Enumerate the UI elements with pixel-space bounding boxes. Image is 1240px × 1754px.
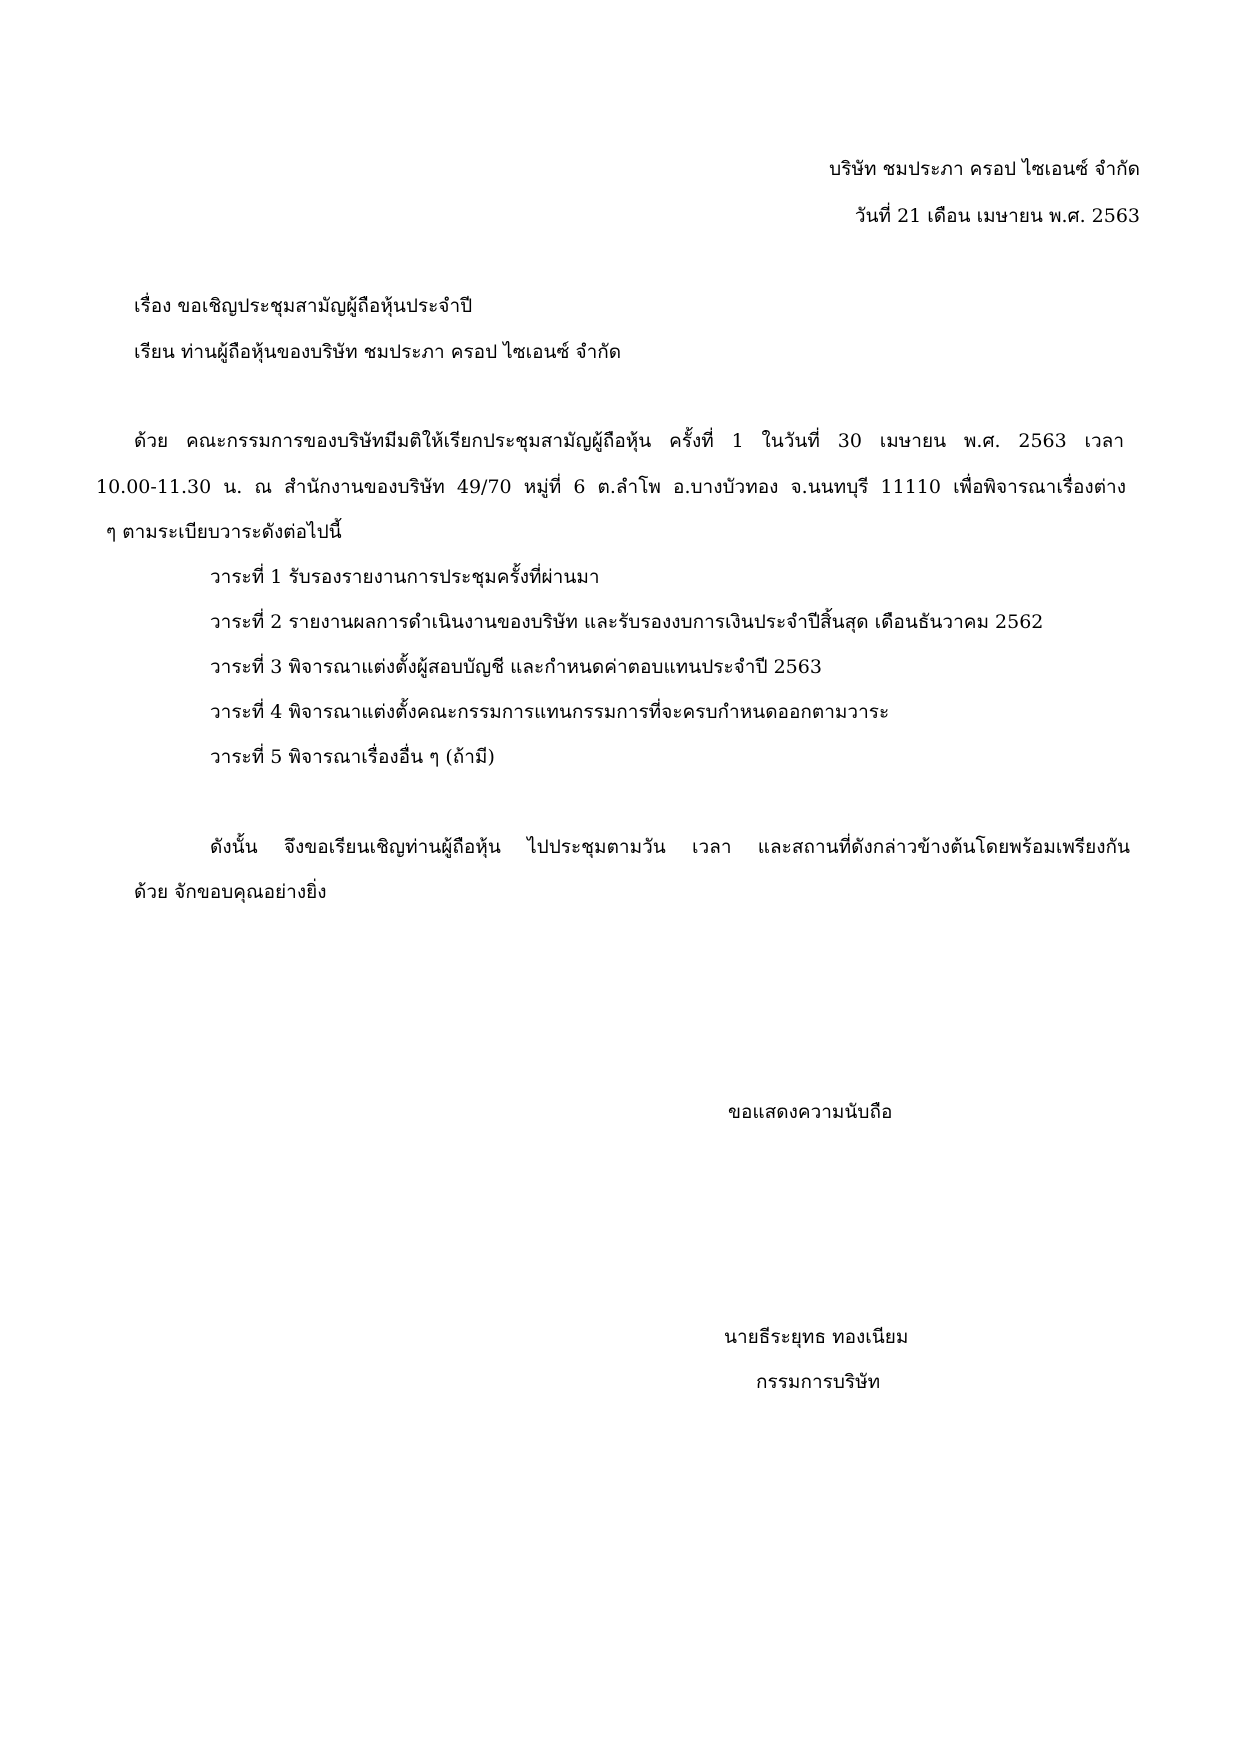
subject-line: เรื่อง ขอเชิญประชุมสามัญผู้ถือหุ้นประจำปี (134, 295, 473, 317)
closing-paragraph-line: ด้วย จักขอบคุณอย่างยิ่ง (134, 881, 327, 903)
signer-title: กรรมการบริษัท (756, 1371, 881, 1393)
regards-closing: ขอแสดงความนับถือ (728, 1101, 893, 1123)
agenda-item: วาระที่ 3 พิจารณาแต่งตั้งผู้สอบบัญชี และกำหนดค่าตอบแทนประจำปี 2563 (210, 656, 822, 678)
company-name: บริษัท ชมประภา ครอป ไซเอนซ์ จำกัด (829, 158, 1140, 180)
agenda-item: วาระที่ 1 รับรองรายงานการประชุมครั้งที่ผ่านมา (210, 566, 600, 588)
closing-paragraph-line: ดังนั้น จึงขอเรียนเชิญท่านผู้ถือหุ้น ไปประชุมตามวัน เวลา และสถานที่ดังกล่าวข้างต้นโดยพร้อมเพรียงกัน (210, 836, 1130, 858)
agenda-item: วาระที่ 4 พิจารณาแต่งตั้งคณะกรรมการแทนกรรมการที่จะครบกำหนดออกตามวาระ (210, 701, 890, 723)
body-paragraph-line: ด้วย คณะกรรมการของบริษัทมีมติให้เรียกประชุมสามัญผู้ถือหุ้น ครั้งที่ 1 ในวันที่ 30 เมษายน พ.ศ. 2563 เวลา (134, 430, 1124, 452)
letter-date: วันที่ 21 เดือน เมษายน พ.ศ. 2563 (854, 205, 1140, 227)
body-paragraph-line: ๆ ตามระเบียบวาระดังต่อไปนี้ (106, 521, 342, 543)
recipient-line: เรียน ท่านผู้ถือหุ้นของบริษัท ชมประภา ครอป ไซเอนซ์ จำกัด (134, 341, 622, 363)
body-paragraph-line: 10.00-11.30 น. ณ สำนักงานของบริษัท 49/70 หมู่ที่ 6 ต.ลำโพ อ.บางบัวทอง จ.นนทบุรี 11110 เพื่อพิจารณาเรื่องต่าง (96, 476, 1126, 498)
agenda-item: วาระที่ 2 รายงานผลการดำเนินงานของบริษัท และรับรองงบการเงินประจำปีสิ้นสุด เดือนธันวาคม 2562 (210, 611, 1044, 633)
agenda-item: วาระที่ 5 พิจารณาเรื่องอื่น ๆ (ถ้ามี) (210, 746, 495, 768)
signer-name: นายธีระยุทธ ทองเนียม (724, 1326, 909, 1348)
